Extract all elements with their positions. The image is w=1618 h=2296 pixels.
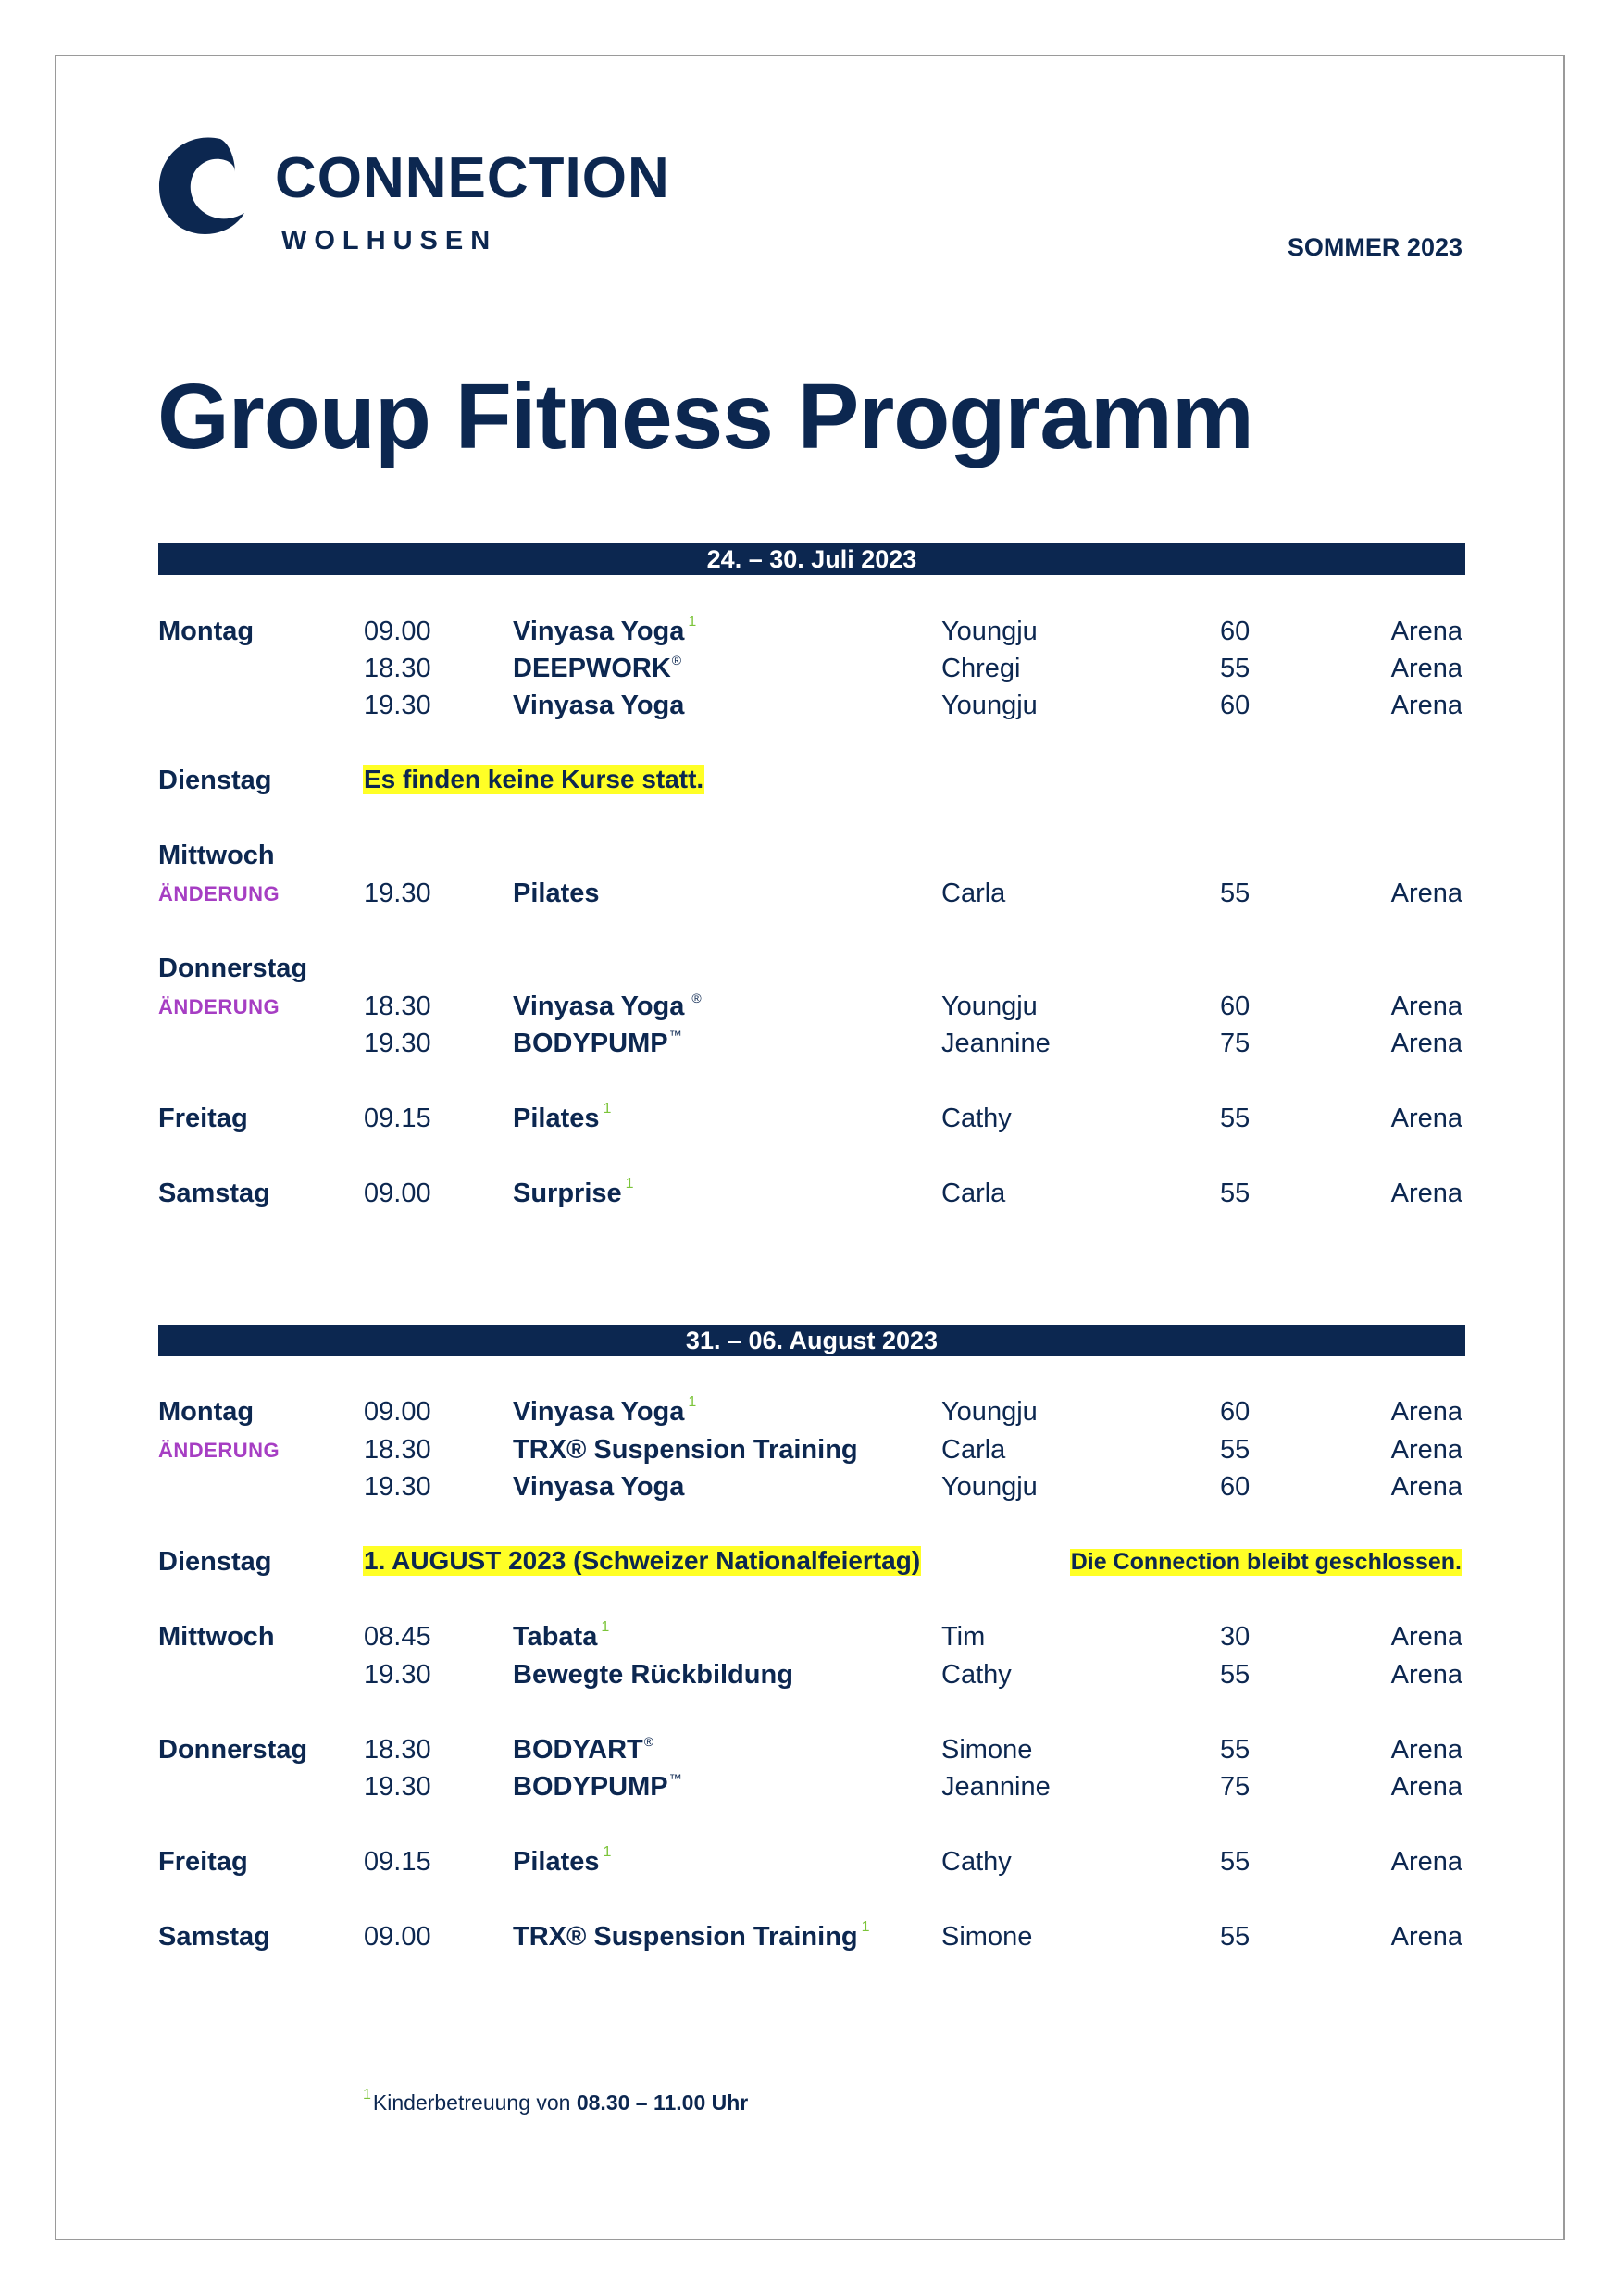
week-header: 24. – 30. Juli 2023 [158, 543, 1465, 575]
class-name: Pilates $^1$ [513, 1844, 612, 1877]
class-duration: 55 [1220, 1179, 1251, 1208]
closure-note: Die Connection bleibt geschlossen. [1070, 1549, 1462, 1575]
class-coach: Youngju [941, 992, 1038, 1021]
class-room: Arena [1390, 1660, 1462, 1690]
class-duration: 60 [1220, 617, 1251, 646]
class-coach: Jeannine [941, 1029, 1051, 1058]
week-header: 31. – 06. August 2023 [158, 1325, 1465, 1356]
class-coach: Carla [941, 1435, 1006, 1465]
class-time: 09.15 [364, 1104, 431, 1133]
trademark-mark: ™ [668, 1771, 682, 1786]
trademark-mark: ® [643, 1734, 654, 1749]
class-name: Vinyasa Yoga $^1$ [513, 1394, 697, 1427]
class-coach: Chregi [941, 654, 1021, 683]
day-label: Mittwoch [158, 841, 275, 870]
class-time: 09.00 [364, 1397, 431, 1427]
class-coach: Carla [941, 879, 1006, 908]
class-room: Arena [1390, 1104, 1462, 1133]
class-room: Arena [1390, 617, 1462, 646]
class-room: Arena [1390, 1622, 1462, 1652]
class-name: BODYPUMP™ [513, 1771, 682, 1802]
day-label: Freitag [158, 1847, 248, 1877]
class-room: Arena [1390, 1772, 1462, 1802]
class-coach: Youngju [941, 691, 1038, 720]
childcare-mark: 1 [601, 1619, 610, 1635]
class-time: 09.00 [364, 1179, 431, 1208]
class-room: Arena [1390, 1179, 1462, 1208]
day-label: Montag [158, 617, 255, 646]
class-name: Pilates $^1$ [513, 1101, 612, 1133]
day-label: Samstag [158, 1922, 270, 1952]
class-time: 09.00 [364, 1922, 431, 1952]
class-time: 19.30 [364, 1772, 431, 1802]
day-label: Dienstag [158, 766, 272, 795]
change-badge: ÄNDERUNG [158, 882, 280, 905]
class-time: 08.45 [364, 1622, 431, 1652]
trademark-mark: ® [691, 991, 702, 1005]
class-coach: Carla [941, 1179, 1006, 1208]
childcare-mark: 1 [688, 1394, 697, 1410]
class-room: Arena [1390, 691, 1462, 720]
class-name: TRX® Suspension Training [513, 1435, 858, 1465]
class-duration: 60 [1220, 992, 1251, 1021]
class-duration: 55 [1220, 1660, 1251, 1690]
brand-name: CONNECTION [275, 146, 670, 210]
class-duration: 60 [1220, 691, 1251, 720]
class-room: Arena [1390, 1472, 1462, 1502]
trademark-mark: ™ [668, 1028, 682, 1042]
class-room: Arena [1390, 1922, 1462, 1952]
class-room: Arena [1390, 1029, 1462, 1058]
class-duration: 30 [1220, 1622, 1251, 1652]
class-duration: 75 [1220, 1029, 1251, 1058]
class-room: Arena [1390, 1397, 1462, 1427]
trademark-mark: ® [671, 653, 682, 668]
day-label: Freitag [158, 1104, 248, 1133]
class-room: Arena [1390, 1735, 1462, 1765]
class-coach: Jeannine [941, 1772, 1051, 1802]
class-coach: Simone [941, 1735, 1033, 1765]
class-duration: 55 [1220, 1435, 1251, 1465]
class-room: Arena [1390, 992, 1462, 1021]
class-duration: 55 [1220, 1104, 1251, 1133]
class-room: Arena [1390, 879, 1462, 908]
childcare-mark: 1 [603, 1101, 612, 1117]
class-time: 18.30 [364, 654, 431, 683]
class-time: 19.30 [364, 1660, 431, 1690]
class-name: Vinyasa Yoga $^1$ [513, 614, 697, 646]
class-room: Arena [1390, 1435, 1462, 1465]
class-name: TRX® Suspension Training $^1$ [513, 1919, 870, 1952]
season-label: SOMMER 2023 [1287, 233, 1462, 261]
class-duration: 55 [1220, 654, 1251, 683]
class-name: Bewegte Rückbildung [513, 1660, 793, 1690]
class-name: Vinyasa Yoga [513, 1472, 685, 1502]
connection-logo-icon [157, 135, 246, 237]
class-room: Arena [1390, 1847, 1462, 1877]
class-time: 19.30 [364, 691, 431, 720]
class-time: 09.00 [364, 617, 431, 646]
closure-note: Es finden keine Kurse statt. [364, 765, 704, 793]
class-time: 18.30 [364, 1735, 431, 1765]
class-name: Tabata $^1$ [513, 1619, 610, 1652]
class-time: 19.30 [364, 1472, 431, 1502]
class-room: Arena [1390, 654, 1462, 683]
class-coach: Youngju [941, 617, 1038, 646]
class-duration: 55 [1220, 879, 1251, 908]
childcare-mark: 1 [861, 1919, 870, 1935]
class-time: 19.30 [364, 879, 431, 908]
class-name: Pilates [513, 879, 600, 908]
class-name: Vinyasa Yoga [513, 691, 685, 720]
childcare-mark: 1 [688, 614, 697, 630]
class-coach: Youngju [941, 1397, 1038, 1427]
class-duration: 55 [1220, 1922, 1251, 1952]
change-badge: ÄNDERUNG [158, 995, 280, 1018]
class-name: Surprise $^1$ [513, 1176, 634, 1208]
class-time: 18.30 [364, 992, 431, 1021]
class-name: BODYART® [513, 1734, 654, 1765]
page-title: Group Fitness Programm [157, 365, 1253, 468]
day-label: Dienstag [158, 1547, 272, 1577]
class-coach: Youngju [941, 1472, 1038, 1502]
class-coach: Cathy [941, 1660, 1012, 1690]
day-label: Montag [158, 1397, 255, 1427]
class-duration: 60 [1220, 1472, 1251, 1502]
class-time: 09.15 [364, 1847, 431, 1877]
class-coach: Cathy [941, 1847, 1012, 1877]
childcare-footnote: $^1$Kinderbetreuung von 08.30 – 11.00 Uhr [363, 2087, 749, 2115]
holiday-note: 1. AUGUST 2023 (Schweizer Nationalfeiertag) [364, 1546, 921, 1575]
class-name: BODYPUMP™ [513, 1028, 682, 1058]
class-time: 18.30 [364, 1435, 431, 1465]
childcare-mark: 1 [625, 1176, 634, 1192]
day-label: Mittwoch [158, 1622, 275, 1652]
class-coach: Simone [941, 1922, 1033, 1952]
class-coach: Tim [941, 1622, 986, 1652]
day-label: Donnerstag [158, 954, 308, 983]
class-name: Vinyasa Yoga ® [513, 991, 702, 1021]
class-coach: Cathy [941, 1104, 1012, 1133]
childcare-mark: 1 [363, 2087, 371, 2103]
class-duration: 55 [1220, 1735, 1251, 1765]
day-label: Samstag [158, 1179, 270, 1208]
class-name: DEEPWORK® [513, 653, 682, 683]
class-time: 19.30 [364, 1029, 431, 1058]
change-badge: ÄNDERUNG [158, 1439, 280, 1462]
childcare-mark: 1 [603, 1844, 612, 1860]
class-duration: 60 [1220, 1397, 1251, 1427]
brand-location: WOLHUSEN [281, 226, 498, 256]
class-duration: 75 [1220, 1772, 1251, 1802]
day-label: Donnerstag [158, 1735, 308, 1765]
class-duration: 55 [1220, 1847, 1251, 1877]
